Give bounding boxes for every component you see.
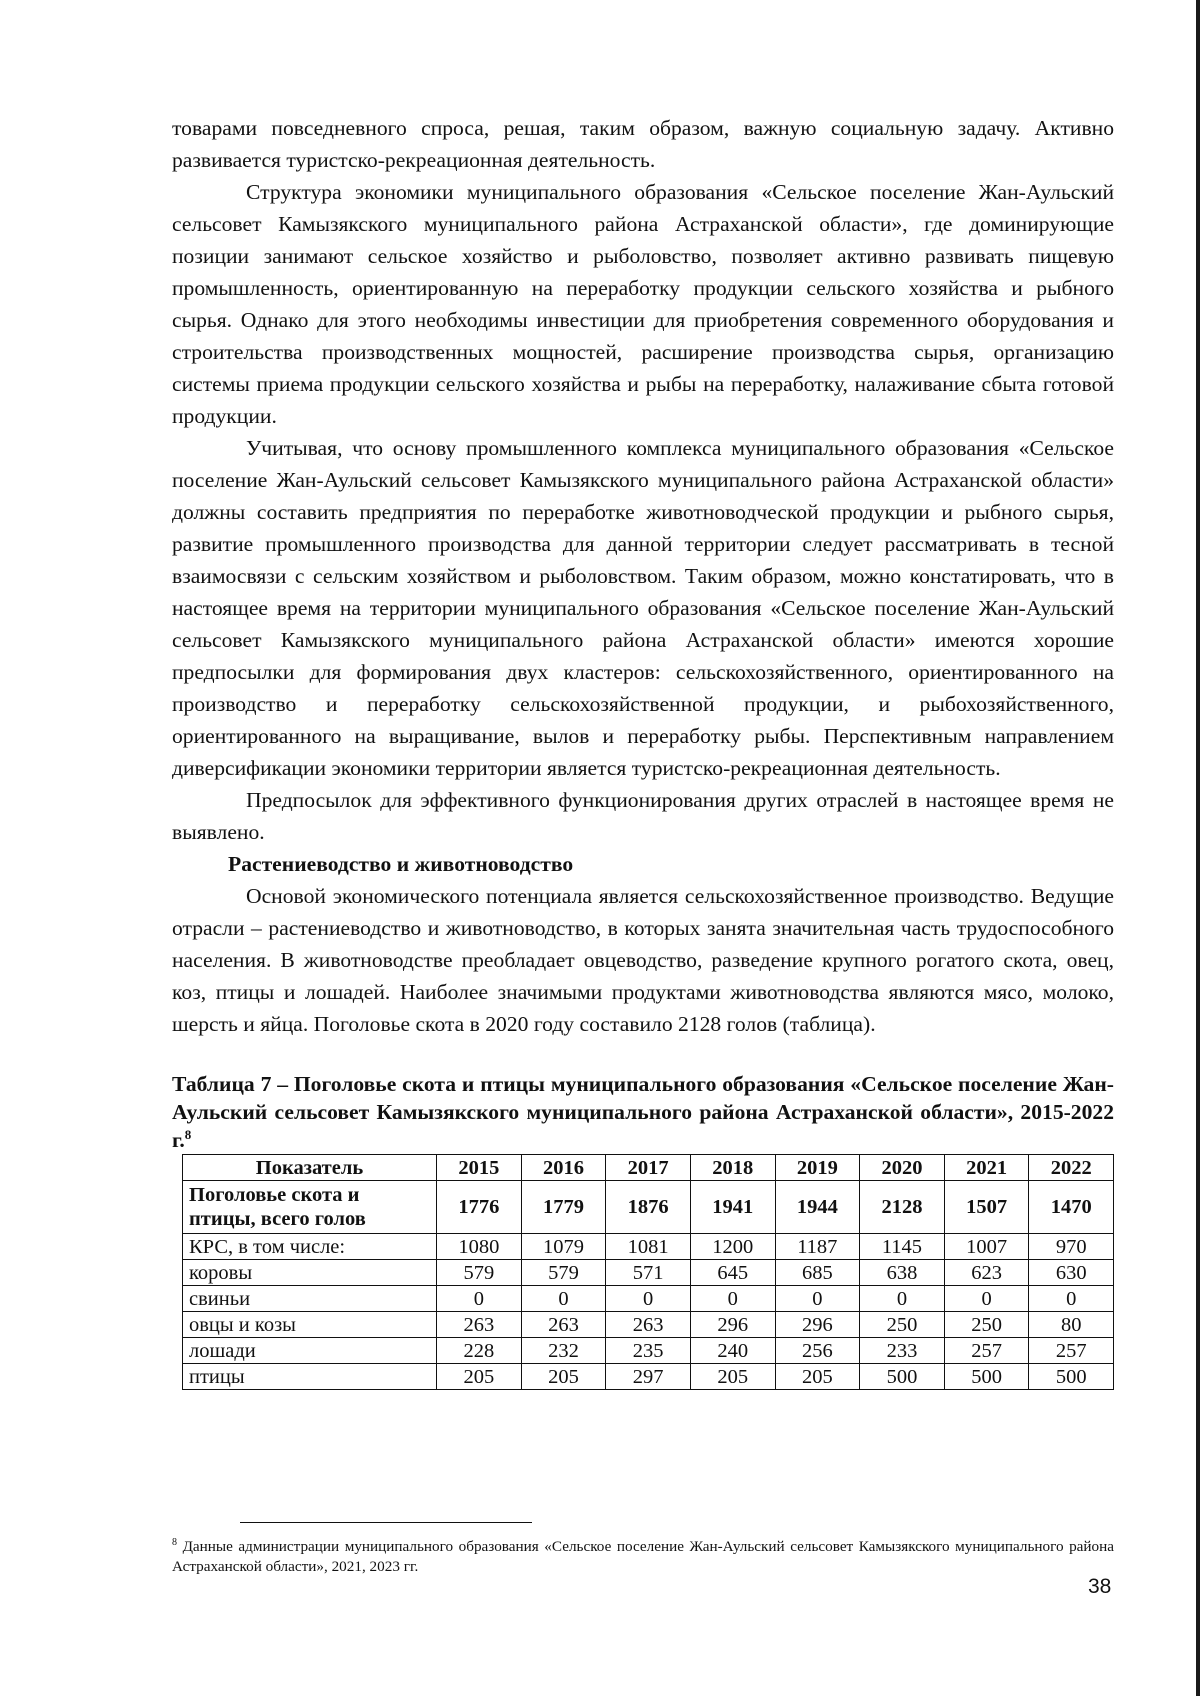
paragraph-agriculture: Основой экономического потенциала является сельскохозяйственное производство. Ведущие отрасли – растениеводство и животноводство, в которых занята значительная часть трудоспособного населения. В животноводстве преобладает овцеводство, разведение крупного рогатого скота, овец, коз, птицы и лошадей. Наиболее значимыми продуктами животноводства являются мясо, молоко, шерсть и яйца. Поголовье скота в 2020 году составило 2128 голов (таблица). <box>172 884 1114 1036</box>
table-row-total <box>183 1181 1114 1234</box>
table-cell: 623 <box>944 1260 1029 1286</box>
table-cell: 638 <box>860 1260 945 1286</box>
table-cell: 571 <box>606 1260 691 1286</box>
page-content <box>172 112 1114 1390</box>
row-label: птицы <box>183 1364 437 1390</box>
table-cell: 263 <box>521 1312 606 1338</box>
table-caption-footnote-mark: 8 <box>184 1126 192 1142</box>
table-cell: 256 <box>775 1338 860 1364</box>
header-cell: 2019 <box>775 1155 860 1181</box>
table-cell: 257 <box>944 1338 1029 1364</box>
table-cell: 80 <box>1029 1312 1114 1338</box>
table-cell: 685 <box>775 1260 860 1286</box>
table-cell: 1470 <box>1029 1181 1114 1234</box>
paragraph-economy-structure: Структура экономики муниципального образования «Сельское поселение Жан-Аульский сельсовет Камызякского муниципального района Астраханской области», где доминирующие позиции занимают сельское хозяйство и рыболовство, позволяет активно развивать пищевую промышленность, ориентированную на переработку продукции сельского хозяйства и рыбного сырья. Однако для этого необходимы инвестиции для приобретения современного оборудования и строительства производственных мощностей, расширение производства сырья, организацию системы приема продукции сельского хозяйства и рыбы на переработку, налаживание сбыта готовой продукции. <box>172 180 1114 428</box>
table-cell: 1007 <box>944 1234 1029 1260</box>
row-label: свиньи <box>183 1286 437 1312</box>
table-cell: 0 <box>437 1286 522 1312</box>
table-cell: 1779 <box>521 1181 606 1234</box>
page-edge <box>1196 0 1200 1696</box>
table-cell: 630 <box>1029 1260 1114 1286</box>
table-cell: 233 <box>860 1338 945 1364</box>
footnote-separator <box>240 1522 532 1523</box>
header-cell: 2018 <box>690 1155 775 1181</box>
table-cell: 257 <box>1029 1338 1114 1364</box>
table-caption-text: Таблица 7 – Поголовье скота и птицы муниципального образования «Сельское поселение Жан-Аульский сельсовет Камызякского муниципального района Астраханской области», 2015-2022 г. <box>172 1072 1114 1152</box>
table-cell: 1080 <box>437 1234 522 1260</box>
table-cell: 0 <box>1029 1286 1114 1312</box>
table-cell: 296 <box>775 1312 860 1338</box>
table-cell: 250 <box>860 1312 945 1338</box>
table-cell: 2128 <box>860 1181 945 1234</box>
header-cell: Показатель <box>183 1155 437 1181</box>
table-cell: 263 <box>437 1312 522 1338</box>
footnote <box>172 1533 1114 1577</box>
table-cell: 240 <box>690 1338 775 1364</box>
table-cell: 235 <box>606 1338 691 1364</box>
row-label: коровы <box>183 1260 437 1286</box>
table-caption <box>172 1070 1114 1154</box>
table-cell: 250 <box>944 1312 1029 1338</box>
table-row <box>183 1234 1114 1260</box>
row-label: Поголовье скота и птицы, всего голов <box>183 1181 437 1234</box>
livestock-table <box>182 1154 1114 1390</box>
table-cell: 1081 <box>606 1234 691 1260</box>
footnote-text: Данные администрации муниципального образования «Сельское поселение Жан-Аульский сельсовет Камызякского муниципального района Астраханской области», 2021, 2023 гг. <box>172 1538 1115 1576</box>
table-cell: 0 <box>944 1286 1029 1312</box>
header-cell: 2022 <box>1029 1155 1114 1181</box>
header-cell: 2016 <box>521 1155 606 1181</box>
row-label: КРС, в том числе: <box>183 1234 437 1260</box>
table-cell: 1944 <box>775 1181 860 1234</box>
table-cell: 500 <box>944 1364 1029 1390</box>
table-cell: 1079 <box>521 1234 606 1260</box>
table-cell: 0 <box>606 1286 691 1312</box>
table-cell: 0 <box>521 1286 606 1312</box>
table-row <box>183 1260 1114 1286</box>
table-cell: 205 <box>775 1364 860 1390</box>
table-header-row <box>183 1155 1114 1181</box>
paragraph-other-sectors: Предпосылок для эффективного функционирования других отраслей в настоящее время не выявлено. <box>172 788 1114 844</box>
row-label: овцы и козы <box>183 1312 437 1338</box>
footnote-mark: 8 <box>172 1537 177 1548</box>
table-cell: 1187 <box>775 1234 860 1260</box>
table-cell: 205 <box>690 1364 775 1390</box>
table-cell: 1776 <box>437 1181 522 1234</box>
table-cell: 297 <box>606 1364 691 1390</box>
table-cell: 1145 <box>860 1234 945 1260</box>
header-cell: 2015 <box>437 1155 522 1181</box>
table-cell: 205 <box>437 1364 522 1390</box>
table-cell: 1941 <box>690 1181 775 1234</box>
table-row <box>183 1286 1114 1312</box>
table-cell: 1200 <box>690 1234 775 1260</box>
row-label: лошади <box>183 1338 437 1364</box>
header-cell: 2020 <box>860 1155 945 1181</box>
table-cell: 0 <box>860 1286 945 1312</box>
page-number: 38 <box>1088 1575 1112 1598</box>
table-cell: 579 <box>437 1260 522 1286</box>
table-cell: 970 <box>1029 1234 1114 1260</box>
table-cell: 645 <box>690 1260 775 1286</box>
table-cell: 232 <box>521 1338 606 1364</box>
table-cell: 296 <box>690 1312 775 1338</box>
table-cell: 0 <box>690 1286 775 1312</box>
table-cell: 1876 <box>606 1181 691 1234</box>
table-cell: 263 <box>606 1312 691 1338</box>
table-cell: 500 <box>860 1364 945 1390</box>
table-row <box>183 1364 1114 1390</box>
paragraph-industrial-complex: Учитывая, что основу промышленного комплекса муниципального образования «Сельское поселение Жан-Аульский сельсовет Камызякского муниципального района Астраханской области» должны составить предприятия по переработке животноводческой продукции и рыбного сырья, развитие промышленного производства для данной территории следует рассматривать в тесной взаимосвязи с сельским хозяйством и рыболовством. Таким образом, можно констатировать, что в настоящее время на территории муниципального образования «Сельское поселение Жан-Аульский сельсовет Камызякского муниципального района Астраханской области» имеются хорошие предпосылки для формирования двух кластеров: сельскохозяйственного, ориентированного на производство и переработку сельскохозяйственной продукции, и рыбохозяйственного, ориентированного на выращивание, вылов и переработку рыбы. Перспективным направлением диверсификации экономики территории является туристско-рекреационная деятельность. <box>172 436 1114 780</box>
header-cell: 2017 <box>606 1155 691 1181</box>
table-cell: 1507 <box>944 1181 1029 1234</box>
table-row <box>183 1338 1114 1364</box>
table-row <box>183 1312 1114 1338</box>
table-cell: 500 <box>1029 1364 1114 1390</box>
paragraph-continuation: товарами повседневного спроса, решая, таким образом, важную социальную задачу. Активно развивается туристско-рекреационная деятельность. <box>172 116 1114 172</box>
section-heading: Растениеводство и животноводство <box>228 852 574 876</box>
table-cell: 205 <box>521 1364 606 1390</box>
table-cell: 579 <box>521 1260 606 1286</box>
table-cell: 0 <box>775 1286 860 1312</box>
header-cell: 2021 <box>944 1155 1029 1181</box>
table-cell: 228 <box>437 1338 522 1364</box>
